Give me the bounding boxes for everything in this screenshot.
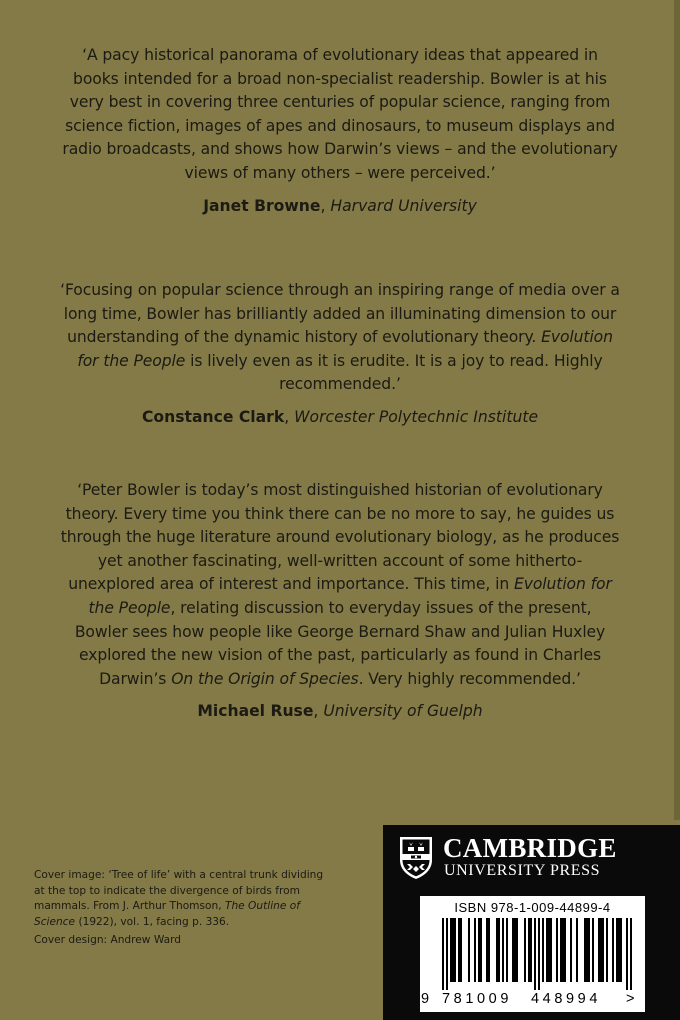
endorsement-quote <box>60 479 620 691</box>
endorser-name: Michael Ruse <box>197 702 314 721</box>
barcode-bar <box>480 918 482 982</box>
text-run: . Very highly recommended.’ <box>358 669 581 688</box>
barcode-bar <box>606 918 608 982</box>
endorser-name: Constance Clark <box>141 407 285 426</box>
text-run: is lively even as it is erudite. It is a joy to read. Highly recommended.’ <box>185 351 603 394</box>
cover-credits <box>34 868 324 949</box>
barcode-bar <box>618 918 620 982</box>
italic-title: Evolution for the People <box>88 575 612 617</box>
text-run: ‘A pacy historical panorama of evolutionary ideas that appeared in books intended for a broad non-specialist readership. Bowler is at his very best in covering three centuries of popular science, ranging from science fiction, images of apes and dinosaurs, to museum displays and radio broadcasts, and shows how Darwin’s views – and the evolutionary views of many others – were perceived.’ <box>62 46 618 182</box>
cambridge-crest-icon <box>399 836 433 880</box>
attribution-separator: , <box>320 196 331 215</box>
barcode-bar <box>516 918 518 982</box>
barcode-bar <box>620 918 622 982</box>
barcode-bar <box>502 918 504 982</box>
endorsement-1 <box>60 44 620 217</box>
barcode-right-group: 448994 <box>531 991 601 1007</box>
endorsement-2 <box>60 279 620 428</box>
spine-edge <box>674 0 680 820</box>
barcode-bar <box>474 918 476 982</box>
barcode-bar <box>556 918 558 982</box>
endorser-affiliation: Worcester Polytechnic Institute <box>294 407 539 426</box>
barcode-bar <box>512 918 514 982</box>
barcode-bar <box>564 918 566 982</box>
barcode-bar <box>478 918 480 982</box>
italic-title: Evolution for the People <box>77 328 613 370</box>
barcode-bar <box>626 918 628 990</box>
attribution-separator: , <box>313 702 324 721</box>
barcode-bar <box>528 918 530 982</box>
barcode-bar <box>548 918 550 982</box>
barcode-bar <box>538 918 540 990</box>
cover-design-credit: Cover design: Andrew Ward <box>34 934 182 947</box>
barcode-bar <box>506 918 508 982</box>
barcode-bar <box>602 918 604 982</box>
barcode-bar <box>468 918 470 982</box>
endorsement-attribution <box>60 700 620 722</box>
barcode-bar <box>524 918 526 982</box>
cover-image-credit <box>34 868 324 930</box>
publisher-panel <box>383 825 680 1020</box>
barcode-bar <box>584 918 586 982</box>
endorser-name: Janet Browne <box>203 196 321 215</box>
endorsement-quote <box>60 279 620 397</box>
attribution-separator: , <box>284 407 295 426</box>
publisher-subtitle: UNIVERSITY PRESS <box>444 862 601 879</box>
barcode-bar <box>592 918 594 982</box>
text-run: Cover image: ‘Tree of life’ with a central trunk dividing at the top to indicate the divergence of birds from mammals. From J. Arthur Thomson, <box>34 869 324 913</box>
barcode-bar <box>586 918 588 982</box>
barcode-bar <box>630 918 632 990</box>
italic-title: The Outline of Science <box>34 900 300 928</box>
barcode-bar <box>534 918 536 990</box>
barcode-bar <box>542 918 544 982</box>
barcode-left-group: 781009 <box>442 991 512 1007</box>
barcode-bar <box>570 918 572 982</box>
barcode-bars <box>430 918 635 990</box>
text-run: ‘Focusing on popular science through an inspiring range of media over a long time, Bowler has brilliantly added an illuminating dimension to our understanding of the dynamic history of evolutionary theory. <box>60 281 620 347</box>
barcode-bar <box>598 918 600 982</box>
barcode-bar <box>486 918 488 982</box>
barcode-bar <box>458 918 460 982</box>
barcode-bar <box>588 918 590 982</box>
barcode-bar <box>460 918 462 982</box>
barcode-bar <box>450 918 452 982</box>
endorser-affiliation: Harvard University <box>330 196 477 215</box>
barcode-bar <box>550 918 552 982</box>
italic-title: On the Origin of Species <box>171 669 359 688</box>
endorsement-attribution <box>60 406 620 428</box>
barcode-bar <box>616 918 618 982</box>
isbn-label: ISBN 978-1-009-44899-4 <box>454 900 611 915</box>
barcode-bar <box>562 918 564 982</box>
barcode-bar <box>600 918 602 982</box>
barcode-bar <box>498 918 500 982</box>
publisher-name: CAMBRIDGE <box>443 833 617 863</box>
text-run: ‘Peter Bowler is today’s most distinguished historian of evolutionary theory. Every time you think there can be no more to say, he guides us through the huge literature around evolutionary biology, as he produces yet another fascinating, well-written account of some hitherto-unexplored area of interest and importance. This time, in <box>60 481 620 594</box>
barcode-bar <box>496 918 498 982</box>
text-run: , relating discussion to everyday issues of the present, Bowler sees how people like George Bernard Shaw and Julian Huxley explored the new vision of the past, particularly as found in Charles Darwin’s <box>74 598 606 688</box>
barcode-bar <box>488 918 490 982</box>
endorsement-quote <box>60 44 620 186</box>
barcode-bar <box>514 918 516 982</box>
barcode-addon-mark: > <box>626 991 635 1007</box>
endorser-affiliation: University of Guelph <box>323 702 483 721</box>
barcode-bar <box>452 918 454 982</box>
barcode-bar <box>442 918 444 990</box>
barcode-lead-digit: 9 <box>421 991 430 1007</box>
barcode-bar <box>454 918 456 982</box>
text-run: (1922), vol. 1, facing p. 336. <box>75 915 230 928</box>
barcode-bar <box>612 918 614 982</box>
isbn-barcode <box>420 896 645 1012</box>
barcode-bar <box>446 918 448 990</box>
barcode-bar <box>546 918 548 982</box>
endorsement-3 <box>60 479 620 722</box>
barcode-bar <box>560 918 562 982</box>
endorsement-attribution <box>60 195 620 217</box>
barcode-bar <box>576 918 578 982</box>
barcode-bar <box>530 918 532 982</box>
